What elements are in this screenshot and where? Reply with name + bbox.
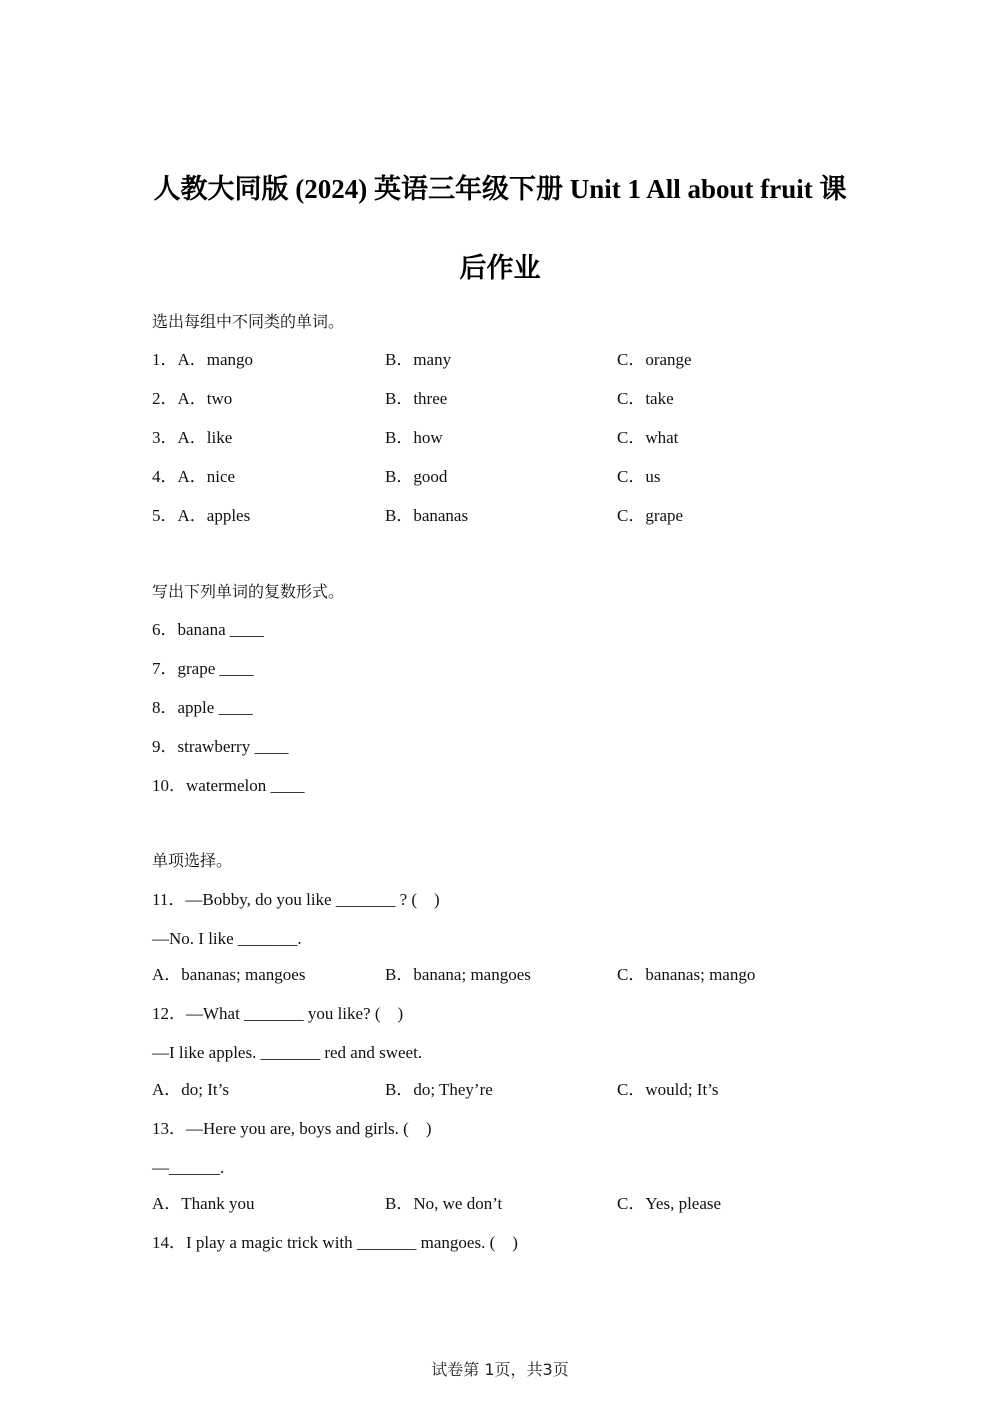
option-b: B．No, we don’t — [385, 1194, 503, 1213]
option-b: B．how — [385, 428, 443, 447]
page-footer: 试卷第 1页，共3页 — [431, 1360, 569, 1379]
question-12-line-2: —I like apples. _______ red and sweet. — [152, 1043, 423, 1062]
option-c: C．bananas; mango — [617, 965, 756, 984]
fill-in-question: 7．grape ____ — [152, 659, 254, 678]
fill-in-question: 9．strawberry ____ — [152, 737, 289, 756]
question-13-line-2: —______. — [152, 1158, 225, 1177]
option-a: A．Thank you — [152, 1194, 255, 1213]
option-c: C．grape — [617, 506, 684, 525]
option-a: 2．A．two — [152, 389, 233, 408]
option-c: C．orange — [617, 350, 692, 369]
option-b: B．do; They’re — [385, 1080, 493, 1099]
option-a: A．bananas; mangoes — [152, 965, 306, 984]
option-c: C．Yes, please — [617, 1194, 722, 1213]
document-title-line-2: 后作业 — [459, 253, 541, 283]
option-c: C．would; It’s — [617, 1080, 719, 1099]
option-b: B．bananas — [385, 506, 469, 525]
option-a: 1．A．mango — [152, 350, 254, 369]
option-b: B．good — [385, 467, 448, 486]
fill-in-question: 8．apple ____ — [152, 698, 253, 717]
question-13-stem: 13．—Here you are, boys and girls. ( ) — [152, 1119, 432, 1138]
fill-in-question: 6．banana ____ — [152, 620, 264, 639]
option-a: 3．A．like — [152, 428, 233, 447]
option-b: B．banana; mangoes — [385, 965, 531, 984]
option-b: B．many — [385, 350, 452, 369]
option-c: C．take — [617, 389, 674, 408]
document-title-line-1: 人教大同版 (2024) 英语三年级下册 Unit 1 All about fruit 课 — [153, 174, 847, 204]
option-a: 4．A．nice — [152, 467, 236, 486]
section-1-heading: 选出每组中不同类的单词。 — [152, 312, 345, 331]
question-11-stem: 11．—Bobby, do you like _______ ? ( ) — [152, 890, 440, 909]
option-a: 5．A．apples — [152, 506, 251, 525]
section-3-heading: 单项选择。 — [152, 851, 233, 870]
option-c: C．what — [617, 428, 679, 447]
section-2-heading: 写出下列单词的复数形式。 — [152, 582, 345, 601]
option-b: B．three — [385, 389, 448, 408]
question-12-stem: 12．—What _______ you like? ( ) — [152, 1004, 404, 1023]
option-c: C．us — [617, 467, 661, 486]
fill-in-question: 10．watermelon ____ — [152, 776, 305, 795]
question-11-line-2: —No. I like _______. — [152, 929, 302, 948]
option-a: A．do; It’s — [152, 1080, 229, 1099]
question-14-stem: 14．I play a magic trick with _______ mangoes. ( ) — [152, 1233, 518, 1252]
